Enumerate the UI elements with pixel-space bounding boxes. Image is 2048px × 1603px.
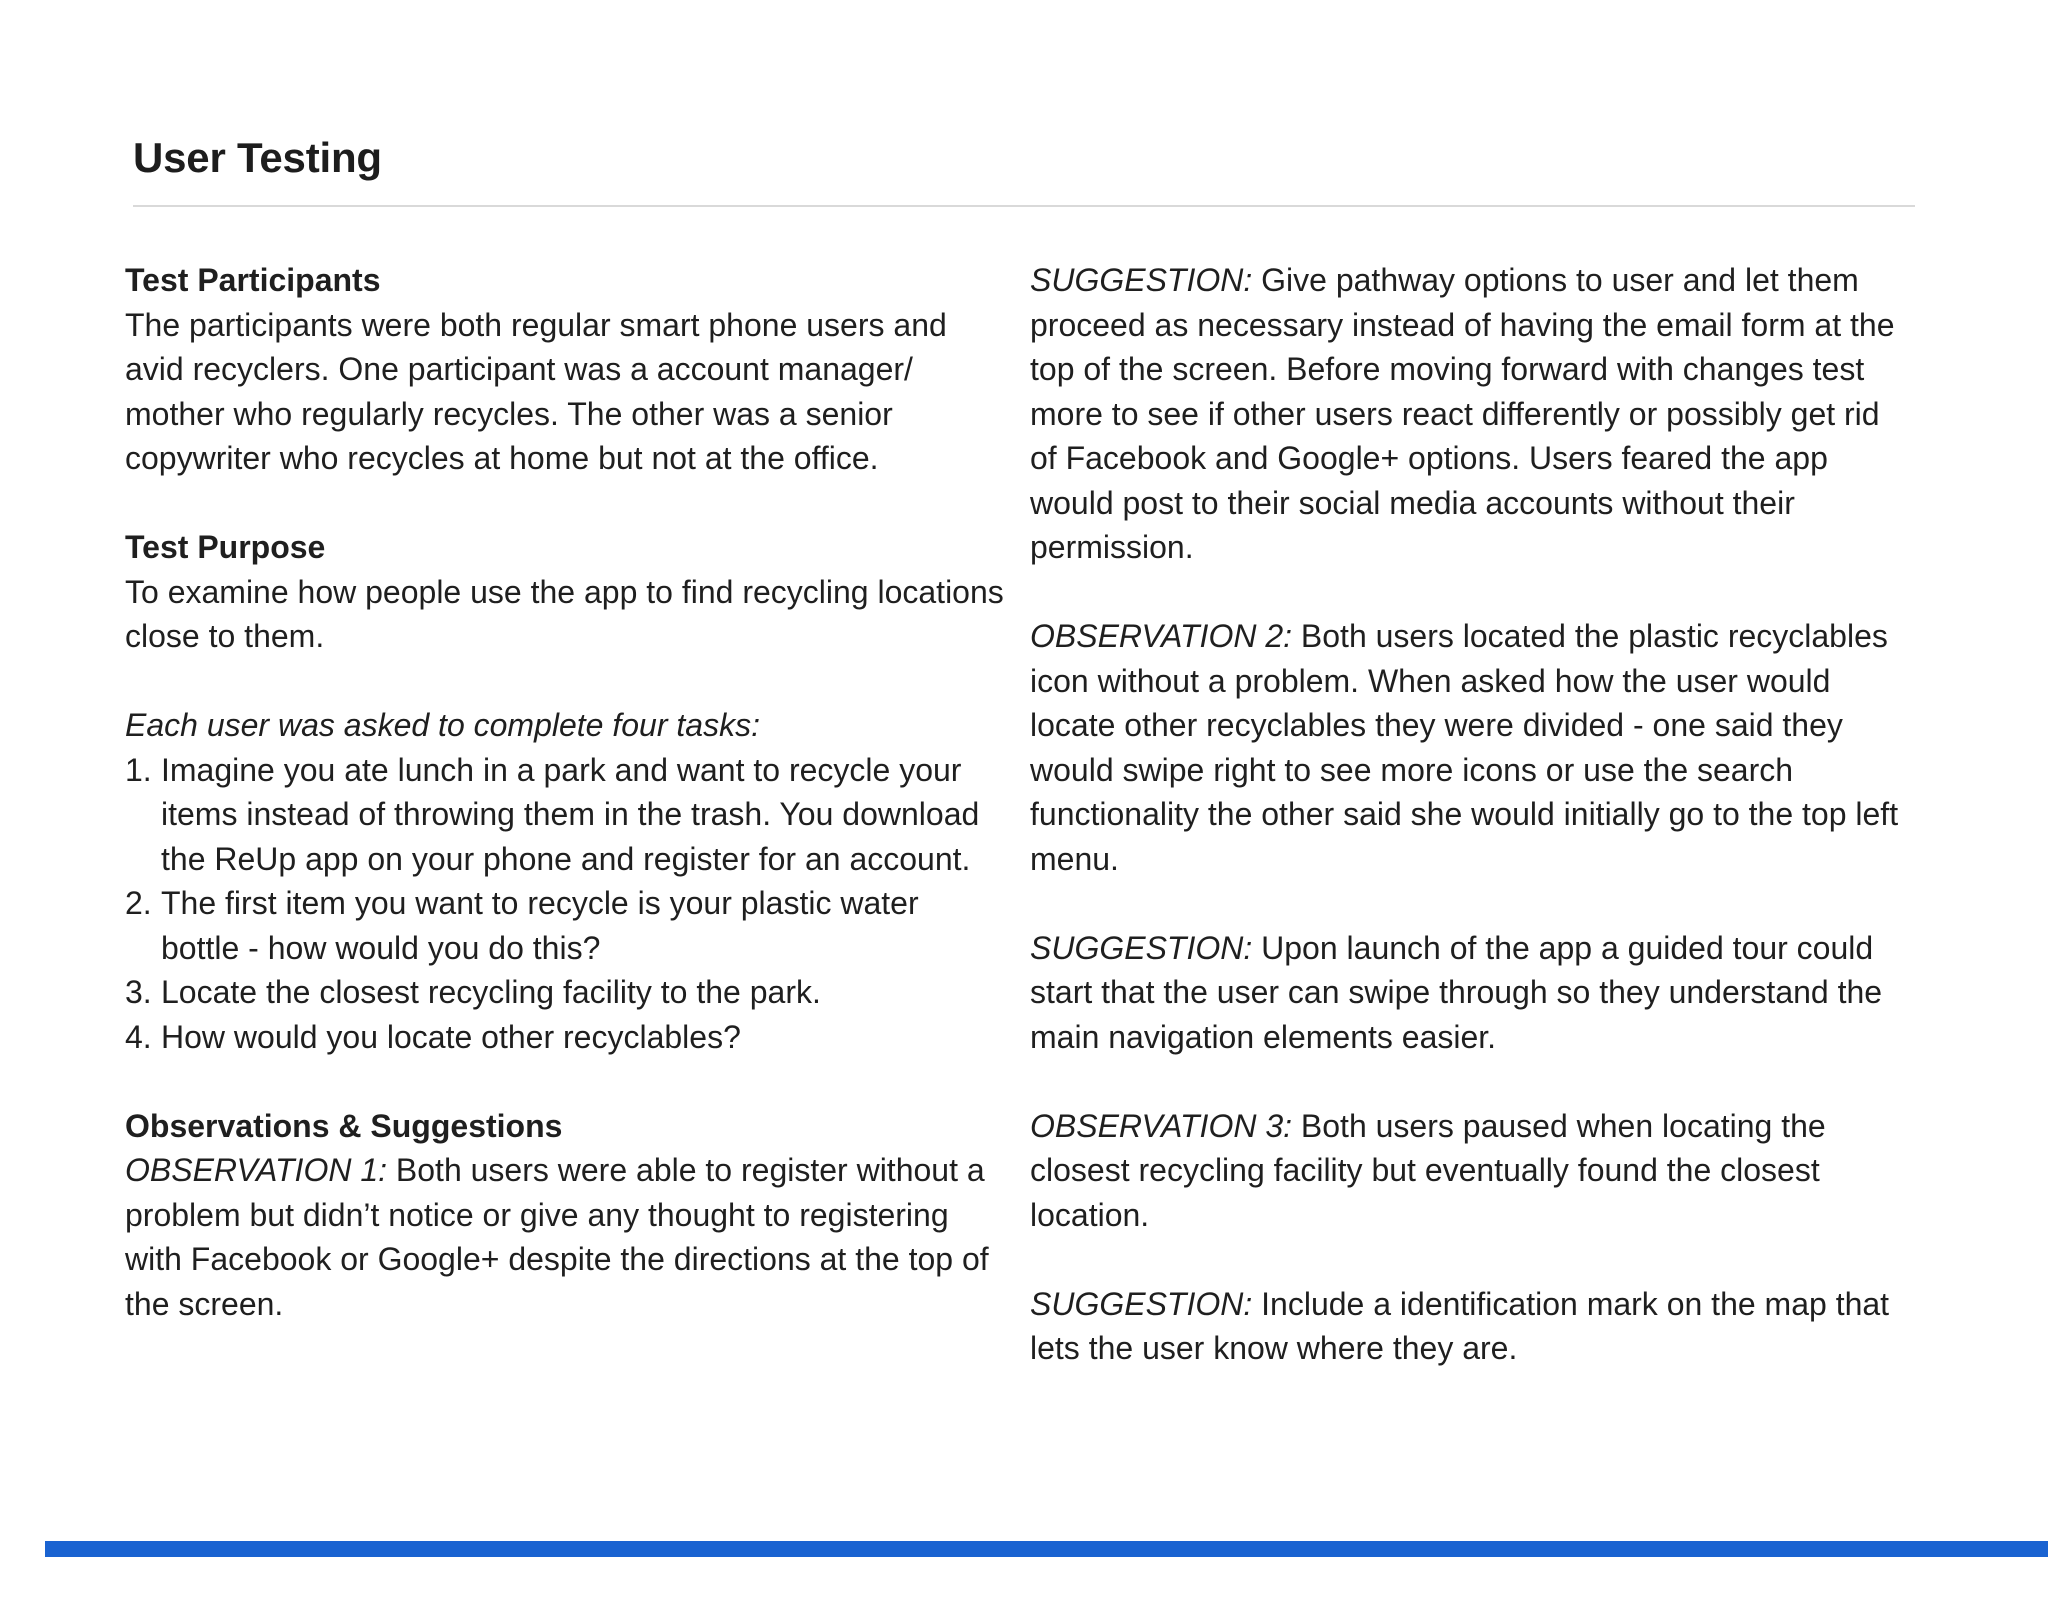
observation-1-label: OBSERVATION 1: [125, 1152, 388, 1188]
right-column [1030, 258, 1910, 1371]
page-title: User Testing [133, 134, 382, 181]
suggestion-3-text: Include a identification mark on the map that lets the user know where they are. [1030, 1285, 1890, 1366]
tasks-section [125, 703, 1005, 1059]
observation-2-text: Both users located the plastic recyclables icon without a problem. When asked how the user would locate other recyclables they were divided - one said they would swipe right to see more icons or use the search functionality the other said she would initially go to the top left menu. [1030, 618, 1899, 877]
suggestion-3-label: SUGGESTION: [1030, 1285, 1253, 1322]
suggestion-2-text: Upon launch of the app a guided tour could start that the user can swipe through so they understand the main navigation elements easier. [1030, 929, 1883, 1055]
task-number: 2. [125, 885, 152, 921]
observation-3-label: OBSERVATION 3: [1030, 1107, 1293, 1144]
task-list [125, 748, 1005, 1060]
title-divider [133, 205, 1915, 207]
footer-accent-bar [45, 1541, 2048, 1557]
observation-1-text: Both users were able to register without a problem but didn’t notice or give any thought to registering with Facebook or Google+ despite the directions at the top of the screen. [125, 1152, 989, 1322]
task-text: How would you locate other recyclables? [161, 1018, 741, 1055]
suggestion-1-label: SUGGESTION: [1030, 262, 1253, 298]
test-participants-section [125, 258, 1005, 481]
task-number: 4. [125, 1018, 152, 1055]
suggestion-2-label: SUGGESTION: [1030, 929, 1253, 966]
test-purpose-section [125, 525, 1005, 659]
suggestion-1-text: Give pathway options to user and let them proceed as necessary instead of having the email form at the top of the screen. Before moving forward with changes test more to see if other users react differently or possibly get rid of Facebook and Google+ options. Users feared the app would post to their social media accounts without their permission. [1030, 262, 1895, 565]
observation-3 [1030, 1104, 1910, 1238]
left-column [125, 258, 1005, 1326]
task-item [125, 881, 1005, 970]
test-purpose-heading: Test Purpose [125, 529, 326, 565]
observation-2 [1030, 614, 1910, 881]
observation-3-text: Both users paused when locating the closest recycling facility but eventually found the closest location. [1030, 1107, 1826, 1233]
test-participants-heading: Test Participants [125, 262, 381, 298]
test-purpose-body: To examine how people use the app to find recycling locations close to them. [125, 573, 1004, 654]
task-item [125, 970, 1005, 1015]
observations-heading: Observations & Suggestions [125, 1107, 563, 1144]
task-number: 3. [125, 974, 152, 1010]
test-participants-body: The participants were both regular smart phone users and avid recyclers. One participant was a account manager/ mother who regularly recycles. The other was a senior copywriter who recycles at home but not at the office. [125, 306, 947, 476]
task-text: Imagine you ate lunch in a park and want to recycle your items instead of throwing them in the trash. You download the ReUp app on your phone and register for an account. [161, 751, 980, 877]
tasks-intro: Each user was asked to complete four tasks: [125, 707, 760, 743]
suggestion-3 [1030, 1282, 1910, 1371]
observation-1 [125, 1148, 1005, 1326]
observation-2-label: OBSERVATION 2: [1030, 618, 1293, 654]
observations-section [125, 1104, 1005, 1327]
task-text: Locate the closest recycling facility to the park. [161, 974, 821, 1010]
task-number: 1. [125, 751, 152, 788]
task-item [125, 1015, 1005, 1060]
suggestion-1 [1030, 258, 1910, 570]
task-item [125, 748, 1005, 882]
suggestion-2 [1030, 926, 1910, 1060]
task-text: The first item you want to recycle is your plastic water bottle - how would you do this? [161, 885, 919, 966]
